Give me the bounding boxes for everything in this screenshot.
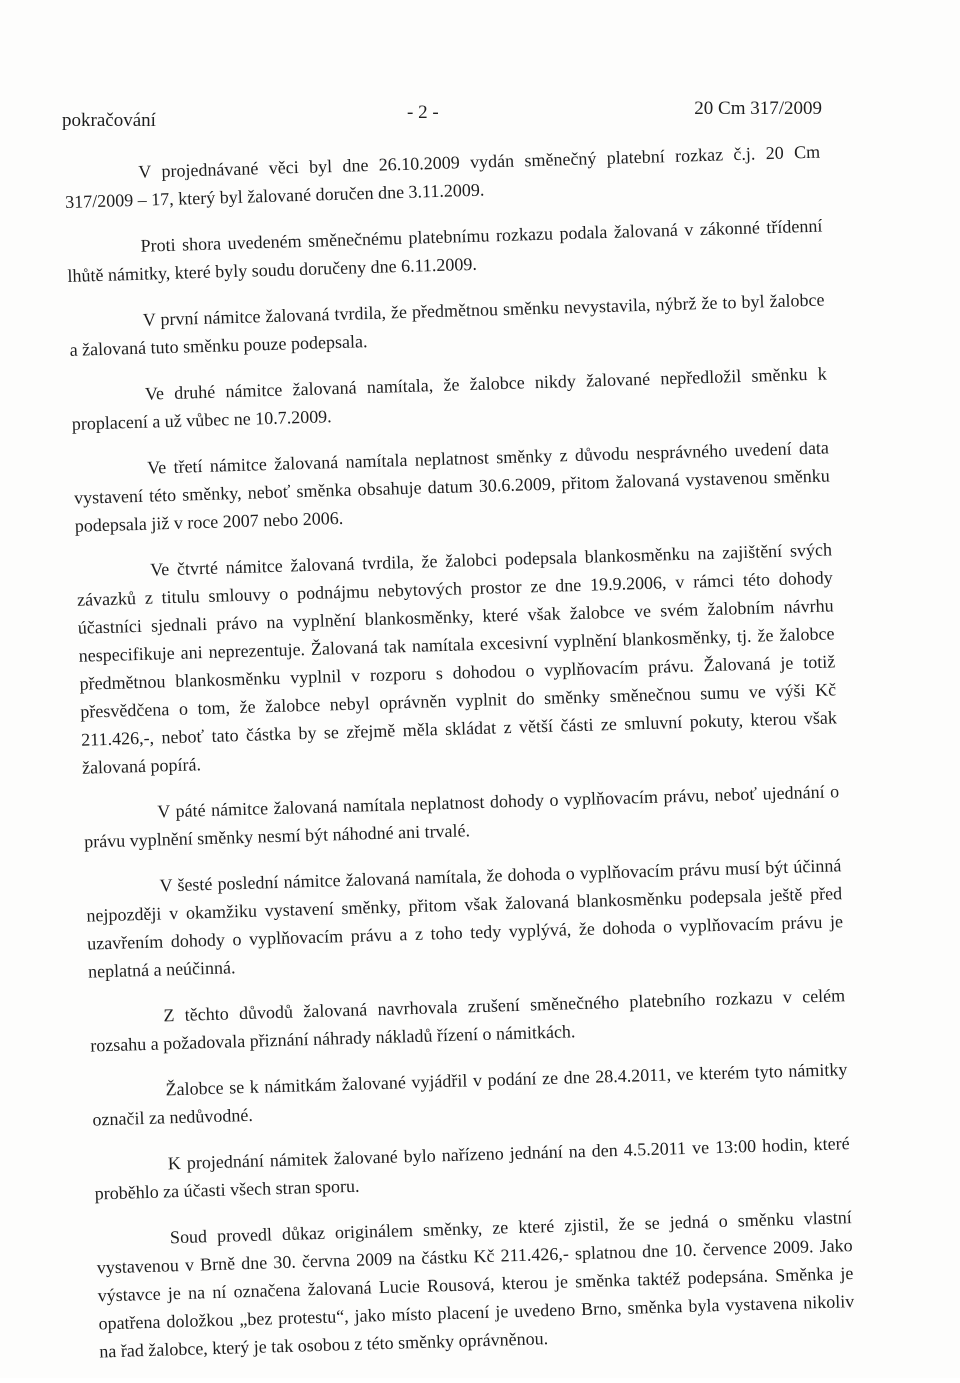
paragraph-7: V páté námitce žalovaná namítala neplatnost dohody o vyplňovacím právu, neboť ujednání o právu vyplnění směnky nesmí být náhodné ani trvalé. bbox=[83, 781, 840, 852]
paragraph-12: Soud provedl důkaz originálem směnky, ze které zjistil, že se jedná o směnku vlastní vystavenou v Brně dne 30. června 2009 na částku Kč 211.426,- splatnou dne 10. července 2009. Jako výstavce je na ní označena žalovaná Lucie Rousová, kterou je směnka taktéž podepsána. Směnka je opatřena doložkou „bez protestu“, jako místo placení je uvedeno Brno, směnka byla vystavena nikoliv na řad žalobce, který je tak osobou z této směnky oprávněnou. bbox=[96, 1207, 855, 1362]
paragraph-3: V první námitce žalovaná tvrdila, že předmětnou směnku nevystavila, nýbrž že to byl žalobce a žalovaná tuto směnku pouze podepsala. bbox=[69, 289, 825, 360]
paragraph-2: Proti shora uvedeném směnečnému platebnímu rozkazu podala žalovaná v zákonné třídenní lhůtě námitky, které byly soudu doručeny dne 6.11.2009. bbox=[67, 215, 823, 286]
document-body bbox=[64, 138, 856, 1383]
paragraph-4: Ve druhé námitce žalovaná namítala, že žalobce nikdy žalované nepředložil směnku k proplacení a už vůbec ne 10.7.2009. bbox=[71, 363, 827, 434]
paragraph-8: V šesté poslední námitce žalovaná namítala, že dohoda o vyplňovacím právu musí být účinná nejpozději v okamžiku vystavení směnky, přitom však žalovaná blankosměnku podepsala ještě před uzavřením dohody o vyplňovacím právu a z toho tedy vyplývá, že dohoda o vyplňovacím právu je neplatná a neúčinná. bbox=[86, 855, 844, 982]
paragraph-1: V projednávané věci byl dne 26.10.2009 vydán směnečný platební rozkaz č.j. 20 Cm 317/2009 – 17, který byl žalované doručen dne 3.11.2009. bbox=[64, 141, 821, 212]
paragraph-5: Ve třetí námitce žalovaná namítala neplatnost směnky z důvodu nesprávného uvedení data vystavení této směnky, neboť směnka obsahuje datum 30.6.2009, přitom žalovaná vystavenou směnku podepsala již v roce 2007 nebo 2006. bbox=[73, 437, 830, 536]
page-header bbox=[62, 98, 822, 138]
page-number: - 2 - bbox=[407, 102, 439, 123]
paragraph-6: Ve čtvrté námitce žalovaná tvrdila, že žalobci podepsala blankosměnku na zajištění svých závazků z titulu smlouvy o podnájmu nebytových prostor ze dne 19.9.2006, v rámci této dohody účastníci sjednali právo na vyplnění blankosměnky, které však žalobce ve svém žalobním návrhu nespecifikuje ani neprezentuje. Žalovaná tak namítala excesivní vyplnění blankosměnky, tj. že žalobce předmětnou blankosměnku vyplnil v rozporu s dohodou o vyplňovacím právu. Žalovaná je totiž přesvědčena o tom, že žalobce nebyl oprávněn vyplnit do směnky směnečnou sumu ve výši Kč 211.426,-, neboť tato částka by se zřejmě měla skládat z větší části ze smluvní pokuty, kterou však žalovaná popírá. bbox=[76, 539, 838, 778]
paragraph-11: K projednání námitek žalované bylo nařízeno jednání na den 4.5.2011 ve 13:00 hodin, které proběhlo za účasti všech stran sporu. bbox=[94, 1133, 850, 1204]
paragraph-10: Žalobce se k námitkám žalované vyjádřil v podání ze dne 28.4.2011, ve kterém tyto námitky označil za nedůvodné. bbox=[92, 1059, 848, 1130]
paragraph-9: Z těchto důvodů žalovaná navrhovala zrušení směnečného platebního rozkazu v celém rozsahu a požadovala přiznání náhrady nákladů řízení o námitkách. bbox=[89, 985, 846, 1056]
case-number: 20 Cm 317/2009 bbox=[694, 98, 822, 119]
continuation-label: pokračování bbox=[62, 110, 156, 131]
